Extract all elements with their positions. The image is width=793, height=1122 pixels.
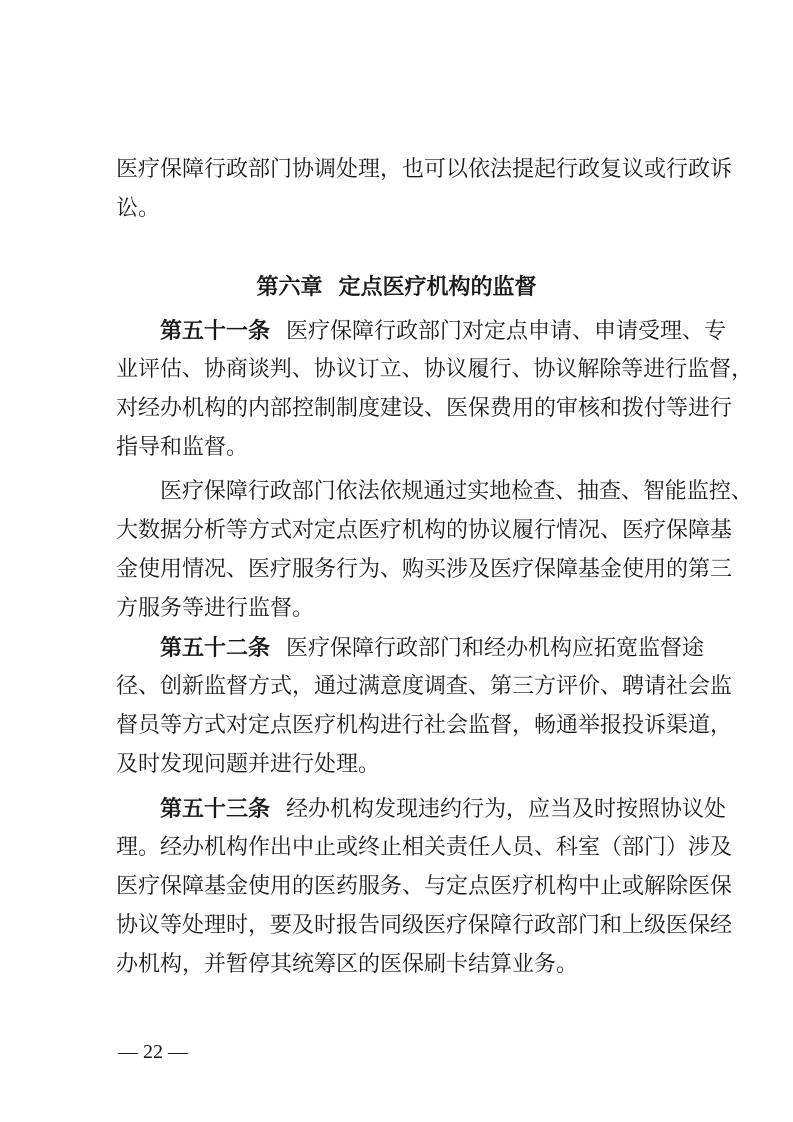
- article-53-title: 第五十三条: [160, 796, 271, 822]
- article-51-line: 业评估、协商谈判、协议订立、协议履行、协议解除等进行监督，: [116, 357, 754, 382]
- article-52-first-line: [160, 635, 704, 662]
- article-51-para2-line: 大数据分析等方式对定点医疗机构的协议履行情况、医疗保障基: [116, 518, 733, 543]
- article-53-first-line: [160, 796, 726, 823]
- article-53-line: 理。经办机构作出中止或终止相关责任人员、科室（部门）涉及: [116, 835, 733, 860]
- article-53-line: 医疗保障基金使用的医药服务、与定点医疗机构中止或解除医保: [116, 874, 733, 899]
- article-51-line: 指导和监督。: [116, 435, 249, 460]
- chapter-title: 定点医疗机构的监督: [338, 274, 537, 300]
- chapter-number: 第六章: [256, 274, 323, 300]
- intro-line-1: 医疗保障行政部门协调处理，也可以依法提起行政复议或行政诉: [116, 157, 733, 182]
- article-51-para2-line: 金使用情况、医疗服务行为、购买涉及医疗保障基金使用的第三: [116, 557, 733, 582]
- article-52-line: 径、创新监督方式，通过满意度调查、第三方评价、聘请社会监: [116, 674, 733, 699]
- article-52-title: 第五十二条: [160, 635, 271, 661]
- article-51-para2-line: 方服务等进行监督。: [116, 596, 315, 621]
- article-53-line: 协议等处理时，要及时报告同级医疗保障行政部门和上级医保经: [116, 913, 733, 938]
- article-51-line: 对经办机构的内部控制制度建设、医保费用的审核和拨付等进行: [116, 396, 733, 421]
- chapter-heading: [0, 274, 793, 300]
- intro-line-2: 讼。: [116, 196, 161, 221]
- article-52-text: 医疗保障行政部门和经办机构应拓宽监督途: [286, 636, 705, 661]
- article-53-line: 办机构，并暂停其统筹区的医保刷卡结算业务。: [116, 952, 579, 977]
- article-51-first-line: [160, 318, 726, 345]
- article-52-line: 督员等方式对定点医疗机构进行社会监督，畅通举报投诉渠道，: [116, 713, 733, 738]
- article-53-text: 经办机构发现违约行为，应当及时按照协议处: [286, 797, 727, 822]
- article-51-para2-line: 医疗保障行政部门依法依规通过实地检查、抽查、智能监控、: [160, 479, 753, 504]
- article-52-line: 及时发现问题并进行处理。: [116, 752, 381, 777]
- page-number: — 22 —: [118, 1041, 188, 1063]
- article-51-title: 第五十一条: [160, 318, 271, 344]
- article-51-text: 医疗保障行政部门对定点申请、申请受理、专: [286, 319, 727, 344]
